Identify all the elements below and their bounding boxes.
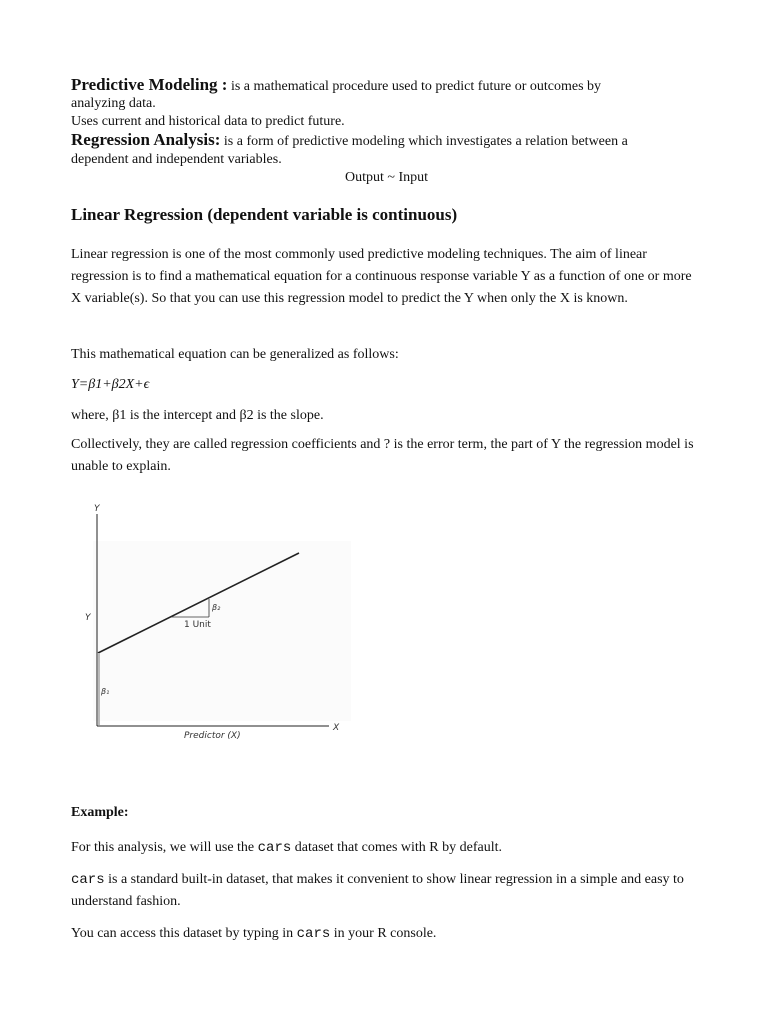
example-p2-code: cars (71, 872, 105, 888)
linear-collective: Collectively, they are called regression coefficients and ? is the error term, the part of Y the regression model is unable to explain. (71, 437, 694, 474)
y-axis-mid-label: Y (85, 613, 91, 623)
regression-term: Regression Analysis: (71, 130, 221, 149)
example-p3-pre: You can access this dataset by typing in (71, 926, 297, 941)
y-axis-top-label: Y (94, 504, 100, 514)
linear-intro: Linear regression is one of the most commonly used predictive modeling techniques. The aim of linear regression is to find a mathematical equation for a continuous response variable Y as a function of one or more X variable(s). So that you can use this regression model to predict the Y when only the X is known. (71, 247, 692, 306)
beta1-label: β₁ (101, 687, 110, 696)
linear-heading: Linear Regression (dependent variable is continuous) (71, 205, 458, 224)
predictive-definition-cont: analyzing data. (71, 96, 156, 111)
regression-diagram (73, 496, 363, 746)
example-p3 (71, 925, 436, 943)
regression-relation: Output ~ Input (345, 170, 429, 185)
linear-equation: Y=β1+β2X+ϵ (71, 377, 150, 392)
regression-definition-cont: dependent and independent variables. (71, 152, 282, 167)
example-p2-post: is a standard built-in dataset, that makes it convenient to show linear regression in a simple and easy to understand fashion. (71, 872, 684, 909)
linear-general: This mathematical equation can be generalized as follows: (71, 347, 399, 362)
linear-where: where, β1 is the intercept and β2 is the slope. (71, 408, 324, 423)
regression-line (71, 131, 628, 151)
example-heading: Example: (71, 805, 129, 820)
unit-label: 1 Unit (184, 620, 211, 630)
predictive-term: Predictive Modeling : (71, 75, 228, 94)
predictive-line (71, 76, 601, 96)
example-p1-post: dataset that comes with R by default. (291, 840, 502, 855)
beta2-label: β₂ (212, 603, 221, 612)
regression-definition: is a form of predictive modeling which investigates a relation between a (220, 134, 628, 149)
example-p1-code: cars (257, 840, 292, 856)
example-p1 (71, 839, 502, 857)
predictive-definition: is a mathematical procedure used to predict future or outcomes by (227, 79, 602, 94)
example-p1-pre: For this analysis, we will use the (71, 840, 258, 855)
x-axis-title: Predictor (X) (184, 731, 241, 741)
predictive-uses: Uses current and historical data to predict future. (71, 114, 345, 129)
example-p3-post: in your R console. (330, 926, 437, 941)
diagram-background (93, 541, 351, 721)
example-p3-code: cars (296, 926, 331, 942)
example-p2 (71, 869, 696, 913)
x-axis-end-label: X (333, 723, 340, 733)
